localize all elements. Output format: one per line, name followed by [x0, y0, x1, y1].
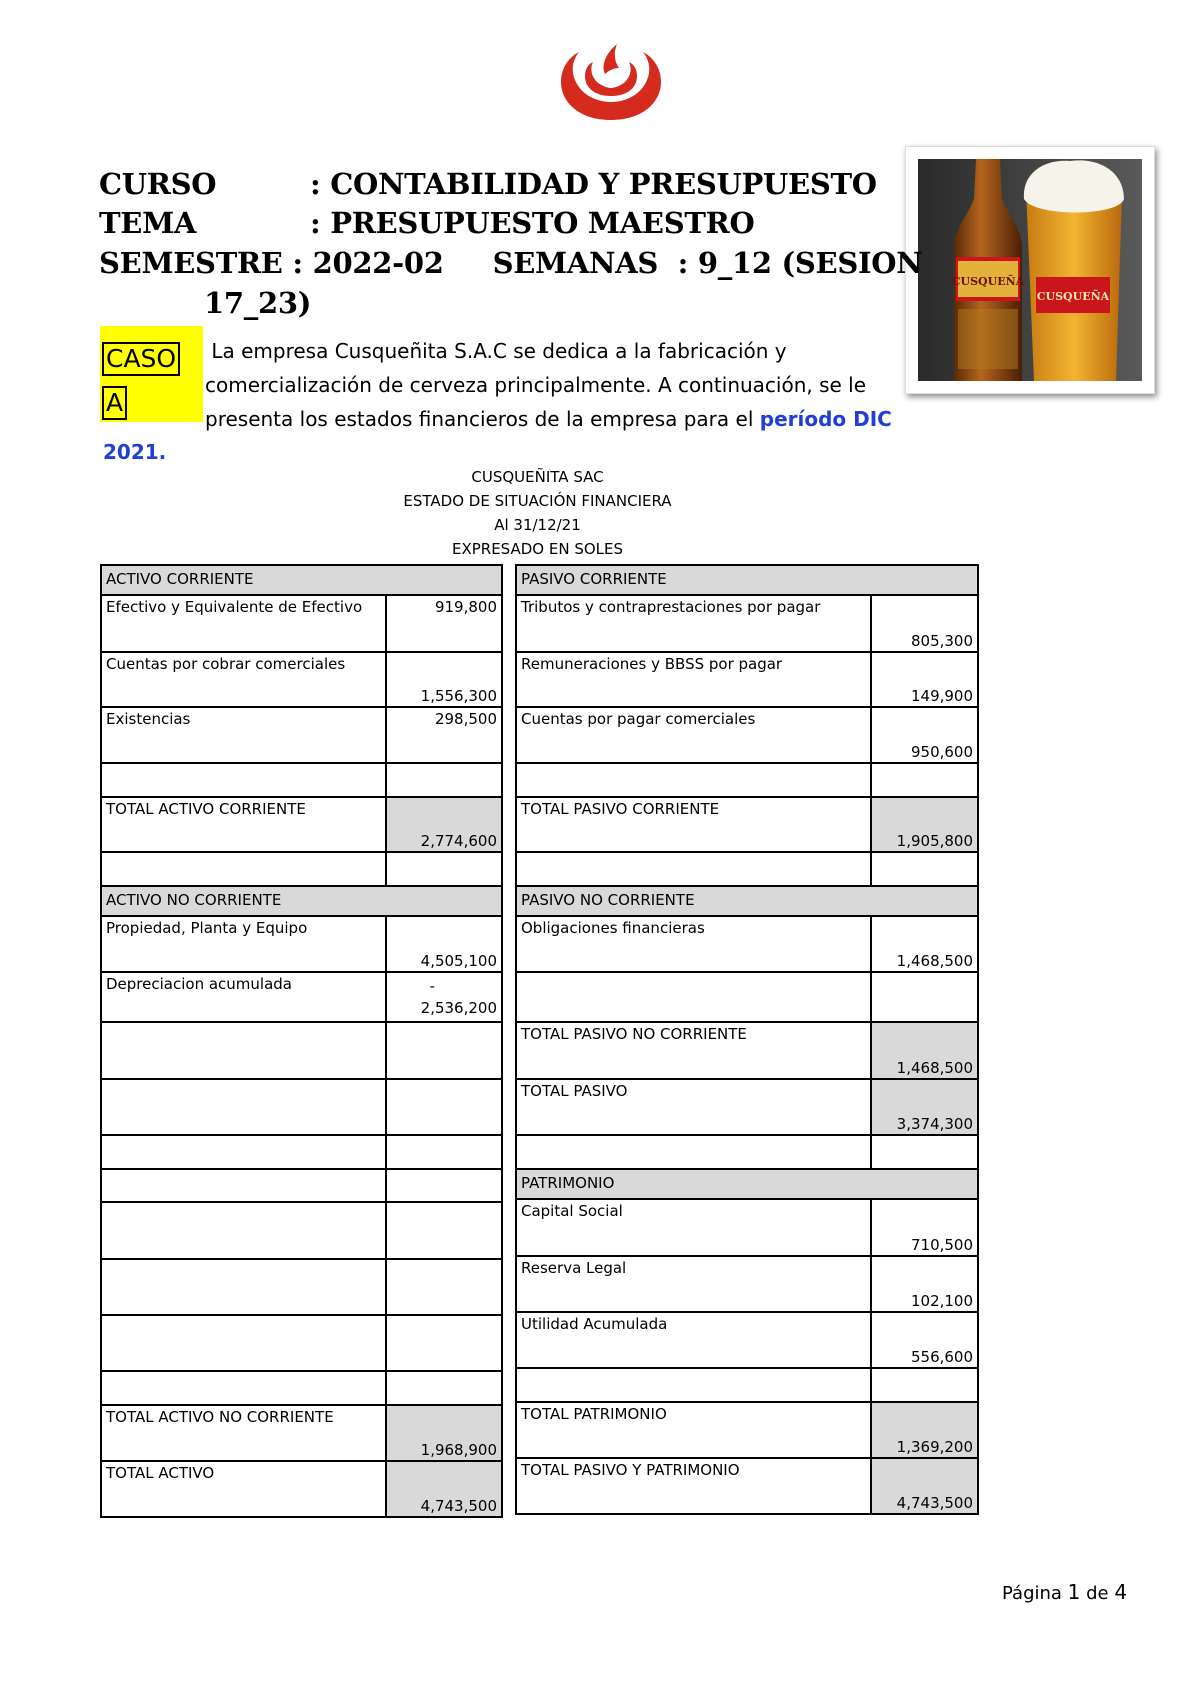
liability-row-value: 149,900 [871, 652, 978, 707]
footer-mid: de [1080, 1583, 1115, 1604]
page-footer [1002, 1580, 1127, 1604]
total-noncurrent-liabilities-label: TOTAL PASIVO NO CORRIENTE [516, 1022, 871, 1079]
total-noncurrent-assets-value: 1,968,900 [386, 1405, 502, 1461]
empty-cell [101, 852, 386, 886]
equity-row-label: Utilidad Acumulada [516, 1312, 871, 1368]
footer-prefix: Página [1002, 1583, 1068, 1604]
liabilities-equity-table [515, 564, 979, 1515]
empty-cell [386, 1022, 502, 1079]
empty-cell [101, 1079, 386, 1135]
empty-cell [101, 763, 386, 797]
empty-cell [516, 763, 871, 797]
asset-row-value [386, 972, 502, 1022]
total-current-liabilities-value: 1,905,800 [871, 797, 978, 852]
equity-row-label: Reserva Legal [516, 1256, 871, 1312]
asset-row-value: 4,505,100 [386, 916, 502, 972]
equity-row-label: Capital Social [516, 1199, 871, 1256]
liability-row-label: Tributos y contraprestaciones por pagar [516, 595, 871, 652]
beer-product-photo [905, 146, 1155, 394]
total-noncurrent-liabilities-value: 1,468,500 [871, 1022, 978, 1079]
statement-name: ESTADO DE SITUACIÓN FINANCIERA [403, 492, 672, 510]
course-line [99, 164, 877, 204]
asset-row-label: Depreciacion acumulada [101, 972, 386, 1022]
liability-row-value: 805,300 [871, 595, 978, 652]
empty-cell [516, 852, 871, 886]
empty-cell [101, 1202, 386, 1259]
total-current-assets-value: 2,774,600 [386, 797, 502, 852]
total-liabilities-label: TOTAL PASIVO [516, 1079, 871, 1135]
equity-row-value: 102,100 [871, 1256, 978, 1312]
asset-row-label: Cuentas por cobrar comerciales [101, 652, 386, 707]
empty-cell [871, 1368, 978, 1402]
empty-cell [386, 1315, 502, 1371]
empty-cell [101, 1169, 386, 1202]
asset-row-label: Propiedad, Planta y Equipo [101, 916, 386, 972]
empty-cell [386, 1079, 502, 1135]
empty-cell [386, 1371, 502, 1405]
empty-cell [516, 1135, 871, 1169]
case-badge [100, 326, 203, 422]
total-assets-value: 4,743,500 [386, 1461, 502, 1517]
intro-line-3-text: presenta los estados financieros de la empresa para el [205, 407, 760, 431]
total-equity-label: TOTAL PATRIMONIO [516, 1402, 871, 1458]
total-noncurrent-assets-label: TOTAL ACTIVO NO CORRIENTE [101, 1405, 386, 1461]
empty-cell [386, 763, 502, 797]
liabilities-current-header: PASIVO CORRIENTE [516, 565, 978, 595]
asset-row-value: 298,500 [386, 707, 502, 763]
empty-cell [386, 1169, 502, 1202]
asset-row-label: Efectivo y Equivalente de Efectivo [101, 595, 386, 652]
footer-page-total: 4 [1114, 1580, 1128, 1604]
liability-row-label: Cuentas por pagar comerciales [516, 707, 871, 763]
bottle-label-text: CUSQUEÑA [951, 275, 1025, 288]
assets-table [100, 564, 503, 1518]
empty-cell [101, 1371, 386, 1405]
assets-noncurrent-header: ACTIVO NO CORRIENTE [101, 886, 502, 916]
intro-line-2: comercialización de cerveza principalmente. A continuación, se le [205, 373, 867, 397]
liability-row-value: 950,600 [871, 707, 978, 763]
glass-label-text: CUSQUEÑA [1036, 290, 1110, 303]
empty-cell [386, 852, 502, 886]
empty-cell [101, 1259, 386, 1315]
course-value: : CONTABILIDAD Y PRESUPUESTO [310, 167, 877, 201]
footer-page-number: 1 [1067, 1580, 1081, 1604]
liability-row-label: Obligaciones financieras [516, 916, 871, 972]
empty-cell [871, 972, 978, 1022]
topic-line [99, 203, 755, 243]
case-badge-line2: A [102, 386, 127, 420]
asset-row-value: 1,556,300 [386, 652, 502, 707]
total-current-assets-label: TOTAL ACTIVO CORRIENTE [101, 797, 386, 852]
liabilities-noncurrent-header: PASIVO NO CORRIENTE [516, 886, 978, 916]
equity-header: PATRIMONIO [516, 1169, 978, 1199]
topic-value: : PRESUPUESTO MAESTRO [310, 206, 755, 240]
empty-cell [101, 1315, 386, 1371]
empty-cell [516, 1368, 871, 1402]
total-current-liabilities-label: TOTAL PASIVO CORRIENTE [516, 797, 871, 852]
total-assets-label: TOTAL ACTIVO [101, 1461, 386, 1517]
empty-cell [516, 972, 871, 1022]
statement-currency: EXPRESADO EN SOLES [451, 540, 624, 558]
negative-dash: - [429, 977, 435, 995]
empty-cell [871, 763, 978, 797]
equity-row-value: 556,600 [871, 1312, 978, 1368]
empty-cell [871, 1135, 978, 1169]
liability-row-value: 1,468,500 [871, 916, 978, 972]
total-liabilities-equity-label: TOTAL PASIVO Y PATRIMONIO [516, 1458, 871, 1514]
equity-row-value: 710,500 [871, 1199, 978, 1256]
topic-label: TEMA [99, 206, 197, 240]
intro-year: 2021. [103, 440, 167, 464]
empty-cell [101, 1022, 386, 1079]
statement-date: Al 31/12/21 [494, 516, 581, 534]
case-badge-line1: CASO [102, 342, 180, 376]
intro-period: período DIC [759, 407, 892, 431]
empty-cell [386, 1202, 502, 1259]
asset-row-value: 919,800 [386, 595, 502, 652]
empty-cell [101, 1135, 386, 1169]
intro-line-3 [205, 402, 892, 436]
empty-cell [386, 1135, 502, 1169]
depreciation-value: 2,536,200 [420, 999, 497, 1017]
semester-line-cont: 17_23) [204, 286, 312, 320]
empty-cell [386, 1259, 502, 1315]
empty-cell [871, 852, 978, 886]
university-logo [557, 40, 665, 120]
total-equity-value: 1,369,200 [871, 1402, 978, 1458]
course-label: CURSO [99, 167, 217, 201]
statement-company: CUSQUEÑITA SAC [471, 468, 604, 486]
asset-row-label: Existencias [101, 707, 386, 763]
total-liabilities-equity-value: 4,743,500 [871, 1458, 978, 1514]
assets-current-header: ACTIVO CORRIENTE [101, 565, 502, 595]
intro-line-1: La empresa Cusqueñita S.A.C se dedica a la fabricación y [205, 339, 787, 363]
semester-line: SEMESTRE : 2022-02 SEMANAS : 9_12 (SESION [99, 246, 923, 280]
total-liabilities-value: 3,374,300 [871, 1079, 978, 1135]
liability-row-label: Remuneraciones y BBSS por pagar [516, 652, 871, 707]
